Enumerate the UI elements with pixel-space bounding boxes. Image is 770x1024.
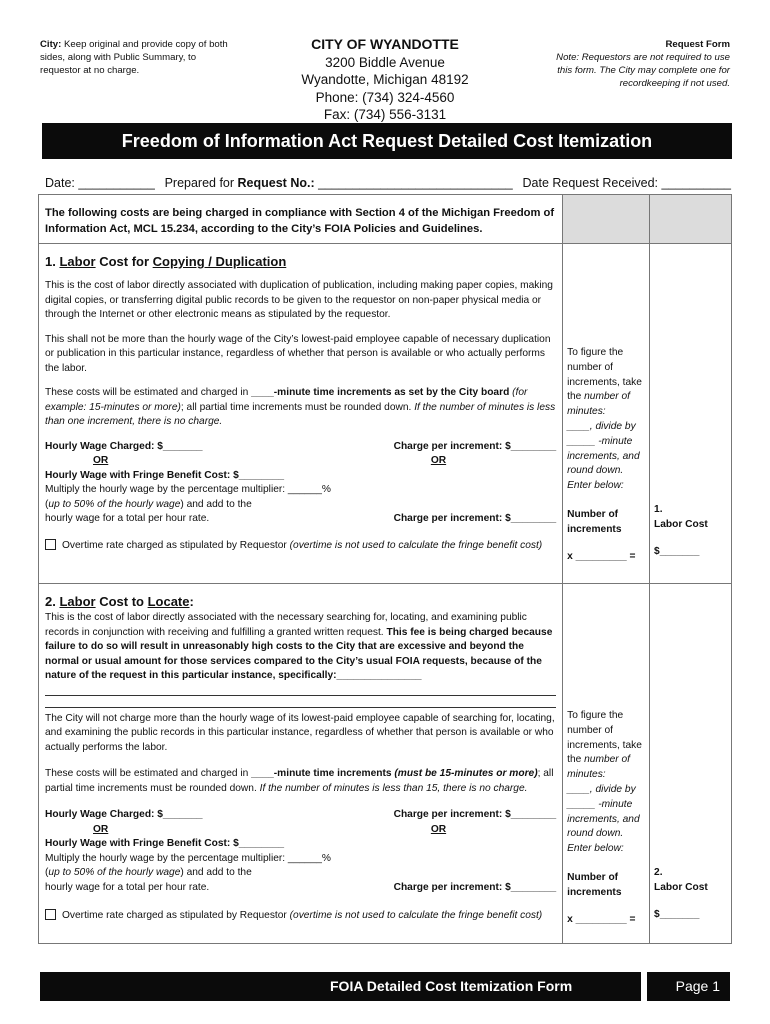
fax: Fax: (734) 556-3131 [323,107,447,122]
section-1-p2: This shall not be more than the hourly wage of the City’s lowest-paid employee capable of necessary duplication or publication in this particular instance, regardless of whether that person is available or who actually performs the labor. [45,333,551,374]
section-1-side-cell [563,244,650,584]
overtime-row: Overtime rate charged as stipulated by Requestor (overtime is not used to calculate the fringe benefit cost) [45,909,556,924]
section-1-or-row: OR OR [93,455,447,466]
footer-bar [40,972,730,1001]
charge-per-increment-field: Charge per increment: $________ [393,809,557,820]
city-name: CITY OF WYANDOTTE [311,36,459,52]
overtime-row: Overtime rate charged as stipulated by Requestor (overtime is not used to calculate the fringe benefit cost) [45,539,556,554]
address-line-1: 3200 Biddle Avenue [325,54,445,70]
section-2-total-row: hourly wage for a total per hour rate. Charge per increment: $________ [45,881,556,896]
multiplier-note: (up to 50% of the hourly wage) and add to the [45,867,252,878]
footer-divider [641,972,647,1001]
fringe-field: Hourly Wage with Fringe Benefit Cost: $________ [45,469,285,481]
intro-cell [39,195,563,244]
section-1-title: 1. Labor Cost for Copying / Duplication [45,254,287,269]
section-2-p1: This is the cost of labor directly associated with the necessary searching for, locating, and examining public records in conjunction with receiving and fulfilling a granted written request. This fee is being charged because failure to do so will result in unreasonably high costs to the City that are excessive and beyond the normal or usual amount for those services compared to the City’s usual FOIA requests, because of the nature of the request in this particular instance, specifically:_______________ [45,612,553,681]
increment-instructions: To figure the number of increments, take the number of minutes: ____, divide by _____ -minute increments, and round down. Enter below: [567,710,642,855]
address-line-2: Wyandotte, Michigan 48192 [301,72,469,87]
section-2-p3: These costs will be estimated and charged in ____-minute time increments (must be 15-minutes or more); all partial time increments must be rounded down. If the number of minutes is less than 15, there is no charge. [45,768,554,794]
section-2-or-row: OR OR [93,823,447,835]
section-2-p2: The City will not charge more than the hourly wage of its lowest-paid employee capable of searching for, locating, and examining the public records in this particular instance, regardless of whether that person is available or who actually performs the labor. [45,712,555,753]
increments-field[interactable]: x _________ = [567,913,636,925]
intro-text: The following costs are being charged in compliance with Section 4 of the Michigan Freedom of Information Act, MCL 15.234, according to the City’s FOIA Policies and Guidelines. [45,207,555,235]
prepared-for-field: Prepared for Request No.: ____________________________ [164,176,513,190]
shade-cell [650,195,732,244]
section-2-cell [39,584,563,944]
charge-per-increment-field-2: Charge per increment: $________ [393,881,557,893]
header-left-label: City: [40,39,62,50]
footer-form-name: FOIA Detailed Cost Itemization Form [330,978,573,994]
request-form-note: Note: Requestors are not required to use this form. The City may complete one for recordkeeping if not used. [556,52,730,89]
labor-cost-1-num: 1. [654,504,663,515]
page-number: Page 1 [675,978,720,994]
specifics-line[interactable] [45,684,556,696]
section-2-title: 2. Labor Cost to Locate: [45,594,194,609]
request-form-label: Request Form [665,39,730,50]
header-right-note [540,38,730,90]
overtime-checkbox[interactable] [45,909,56,920]
cost-table [38,194,732,944]
multiplier-text: Multiply the hourly wage by the percentage multiplier: ______% [45,852,331,864]
header-left-note [40,38,230,77]
section-2-cost-cell [650,584,732,944]
date-field: Date: ___________ [45,176,155,190]
shade-cell [563,195,650,244]
increments-field[interactable]: x _________ = [567,550,636,562]
section-1-cost-cell [650,244,732,584]
section-2-wage-row [45,808,556,823]
labor-cost-2-label: Labor Cost [654,881,708,893]
fringe-field: Hourly Wage with Fringe Benefit Cost: $________ [45,838,285,849]
section-1-cell [39,244,563,584]
hourly-wage-field: Hourly Wage Charged: $_______ [45,809,203,820]
increment-instructions: To figure the number of increments, take the number of minutes: ____, divide by _____ -minute increments, and round down. Enter below: [567,347,642,492]
labor-cost-2-field[interactable]: $_______ [654,908,700,920]
multiplier-text: Multiply the hourly wage by the percentage multiplier: ______% [45,484,331,495]
phone: Phone: (734) 324-4560 [315,89,455,105]
section-1-wage-row [45,440,556,455]
specifics-line[interactable] [45,696,556,708]
labor-cost-1-field[interactable]: $_______ [654,545,700,557]
hourly-wage-field: Hourly Wage Charged: $_______ [45,440,203,452]
labor-cost-2-num: 2. [654,867,663,878]
section-1-p1: This is the cost of labor directly associated with duplication of publication, including making paper copies, making digital copies, or transferring digital public records to be given to the requestor on non-paper physical media or through the Internet or other electronic means as stipulated by the requestor. [45,280,553,320]
date-received-field: Date Request Received: __________ [522,176,731,190]
number-of-increments-label: Number of increments [567,871,622,898]
date-line [45,176,731,190]
section-1-total-row: hourly wage for a total per hour rate. Charge per increment: $________ [45,512,556,527]
number-of-increments-label: Number of increments [567,508,622,535]
document-title: Freedom of Information Act Request Detailed Cost Itemization [42,123,732,159]
header-left-text: Keep original and provide copy of both sides, along with Public Summary, to requestor at no charge. [40,39,228,76]
multiplier-note: (up to 50% of the hourly wage) and add to the [45,498,252,510]
charge-per-increment-field: Charge per increment: $________ [393,440,557,452]
header-address [270,36,500,124]
charge-per-increment-field-2: Charge per increment: $________ [393,513,557,524]
overtime-checkbox[interactable] [45,539,56,550]
section-1-p3: These costs will be estimated and charged in ____-minute time increments as set by the City board (for example: 15-minutes or more); all partial time increments must be rounded down. If the number of minutes is less than one increment, there is no charge. [45,387,556,427]
labor-cost-1-label: Labor Cost [654,518,708,530]
section-2-side-cell [563,584,650,944]
